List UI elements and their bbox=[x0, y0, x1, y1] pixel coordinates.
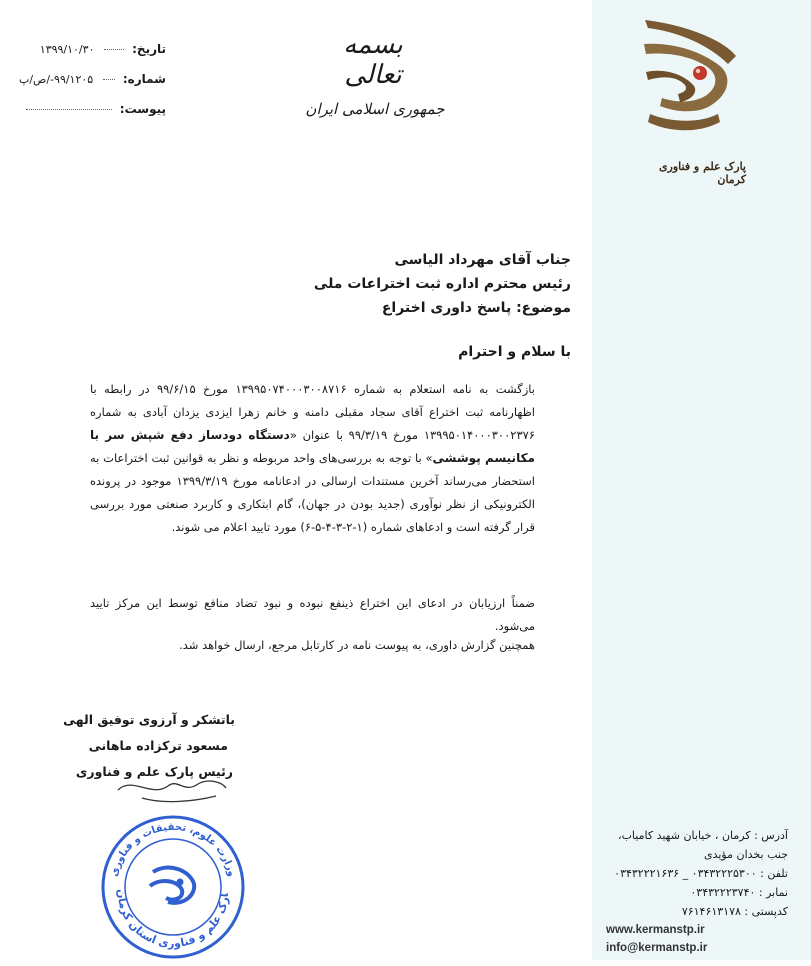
greeting: با سلام و احترام bbox=[458, 344, 571, 360]
body-paragraph-1 bbox=[90, 378, 535, 539]
official-stamp bbox=[98, 812, 248, 962]
body-p1-part-b: » با توجه به بررسی‌های واحد مربوطه و نظر به قوانین ثبت اختراعات به استحضار می‌رساند آخرین مستندات ارسالی در ادعانامه مورخ ۱۳۹۹/۳/۱۹ موجود در پرونده الکترونیکی از نظر نوآوری (جدید بودن در جهان)، گام ابتکاری و کاربرد صنعتی مورد بررسی قرار گرفته است و ادعاهای شماره (۱-۲-۳-۴-۵-۶) مورد تایید اعلام می شوند. bbox=[90, 451, 535, 534]
contact-address-1: آدرس : کرمان ، خیابان شهید کامیاب، bbox=[618, 829, 788, 842]
number-dots bbox=[103, 79, 115, 80]
contact-address-2: جنب بخدان مؤیدی bbox=[703, 848, 788, 861]
recipient-name: جناب آقای مهرداد الیاسی bbox=[394, 252, 571, 268]
recipient-title: رئیس محترم اداره ثبت اختراعات ملی bbox=[313, 276, 571, 292]
park-logo-icon bbox=[640, 14, 740, 154]
attachment-dots bbox=[26, 109, 112, 110]
date-row bbox=[6, 42, 166, 56]
contact-email[interactable]: info@kermanstp.ir bbox=[606, 942, 708, 954]
contact-website[interactable]: www.kermanstp.ir bbox=[606, 924, 705, 936]
contact-postal: کدپستی : ۷۶۱۴۶۱۳۱۷۸ bbox=[681, 905, 788, 918]
stamp-bottom-text: ارک علم و فناوری استان کرمان bbox=[114, 888, 232, 951]
contact-phone: تلفن : ۰۳۴۳۲۲۲۵۳۰۰ _ ۰۳۴۳۲۲۲۱۶۳۶ bbox=[614, 867, 788, 880]
body-paragraph-2: ضمناً ارزیابان در ادعای این اختراع ذینفع نبوده و نبود تضاد منافع توسط این مرکز تایید می‌شود. bbox=[90, 596, 535, 633]
invention-title: دستگاه دودساز دفع شپش سر با مکانیسم پوششی bbox=[90, 428, 535, 465]
body-paragraph-3: همچنین گزارش داوری، به پیوست نامه در کارتابل مرجع، ارسال خواهد شد. bbox=[179, 638, 535, 652]
signer-title: رئیس پارک علم و فناوری bbox=[75, 764, 233, 779]
number-value: ۹۹/۱۲۰۵-/ص/پ bbox=[18, 73, 94, 86]
signer-name: مسعود ترکزاده ماهانی bbox=[88, 738, 228, 753]
date-value: ۱۳۹۹/۱۰/۳۰ bbox=[39, 43, 95, 56]
republic-title: جمهوری اسلامی ایران bbox=[305, 100, 445, 118]
handwritten-signature bbox=[112, 768, 232, 808]
stamp-top-text: وزارت علوم، تحقیقات و فناوری bbox=[108, 821, 237, 878]
attachment-row bbox=[6, 102, 166, 116]
body-p1-part-a: بازگشت به نامه استعلام به شماره ۱۳۹۹۵۰۷۴۰۰۰۳۰۰۸۷۱۶ مورخ ۹۹/۶/۱۵ در رابطه با اظهارنامه ثبت اختراع آقای سجاد مقبلی دامنه و خانم زهرا ایزدی یزدان آبادی به شماره ۱۳۹۹۵۰۱۴۰۰۰۳۰۰۲۳۷۶ مورخ ۹۹/۳/۱۹ با عنوان « bbox=[90, 382, 535, 442]
contact-fax: نمابر : ۰۳۴۳۲۲۲۳۷۴۰ bbox=[690, 886, 788, 899]
date-label: تاریخ: bbox=[132, 42, 166, 56]
closing-line: باتشکر و آرزوی توفیق الهی bbox=[63, 712, 235, 727]
park-logo bbox=[640, 14, 740, 154]
date-dots bbox=[104, 49, 124, 50]
number-label: شماره: bbox=[122, 72, 166, 86]
letter-subject: موضوع: پاسخ داوری اختراع bbox=[381, 300, 571, 316]
attachment-label: پیوست: bbox=[119, 102, 166, 116]
park-logo-name: پارک علم و فناوری کرمان bbox=[658, 160, 746, 186]
bismillah: بسمه تعالی bbox=[343, 30, 403, 90]
number-row bbox=[6, 72, 166, 86]
